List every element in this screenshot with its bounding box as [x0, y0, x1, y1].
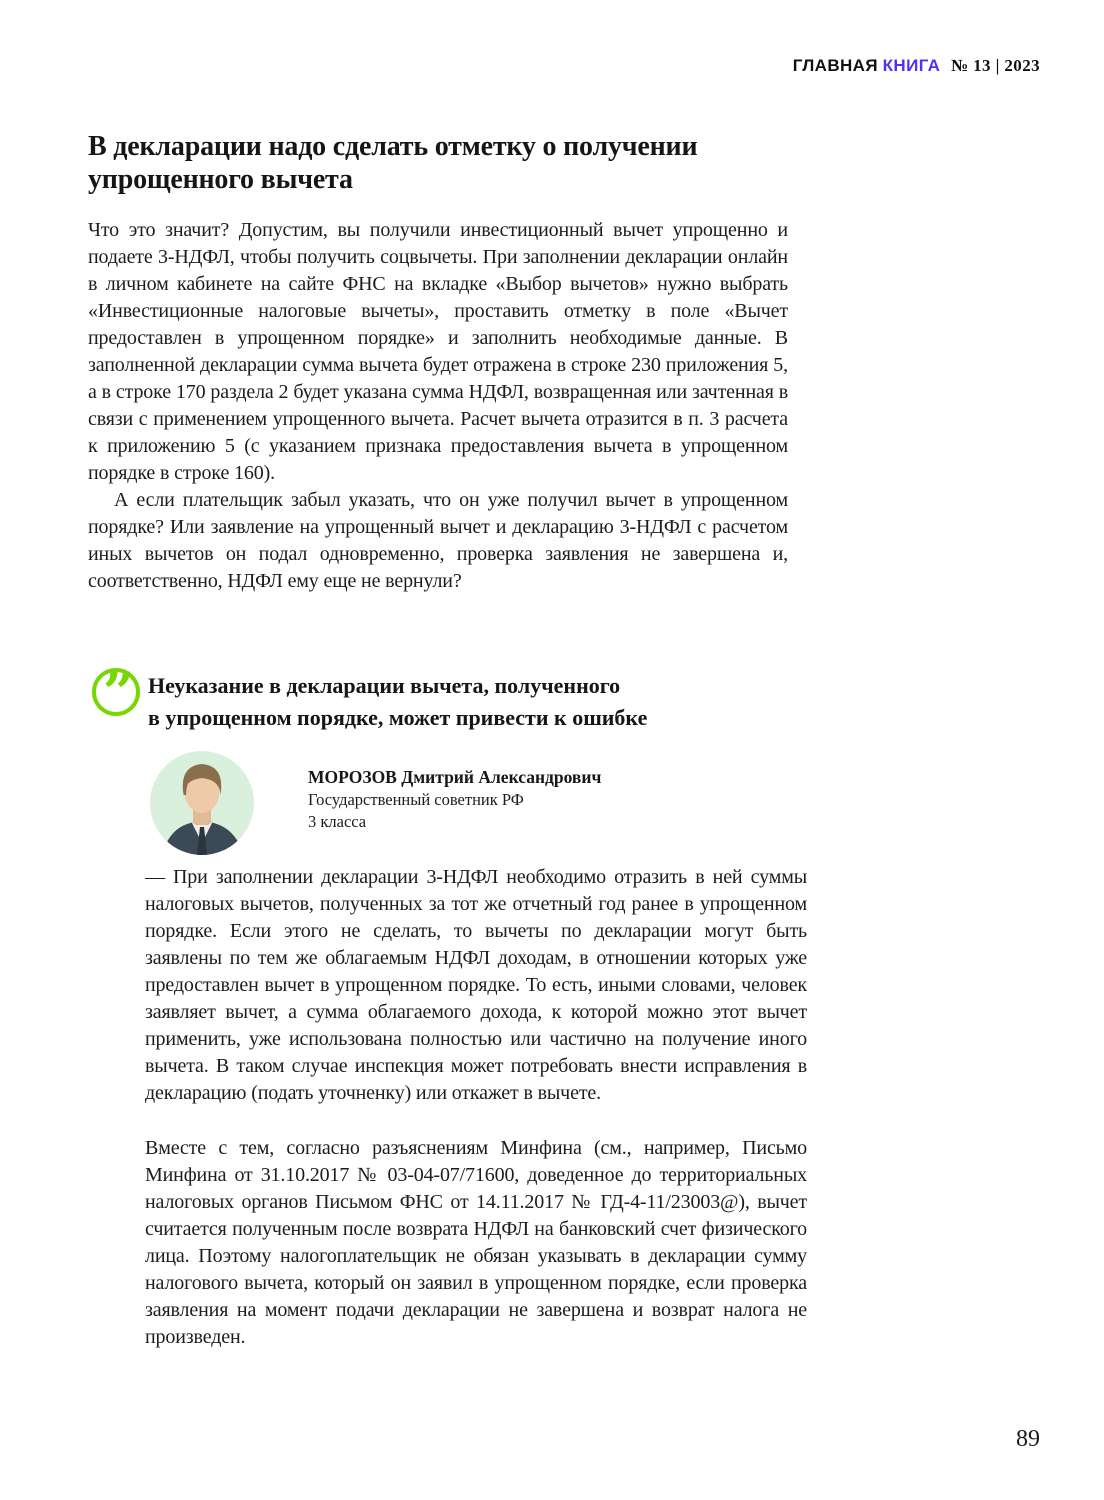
article-paragraph-1: Что это значит? Допустим, вы получили инвестиционный вычет упрощенно и подаете 3-НДФЛ, чтобы получить соцвычеты. При заполнении декларации онлайн в личном кабинете на сайте ФНС на вкладке «Выбор вычетов» нужно выбрать «Инвестиционные налоговые вычеты», проставить отметку в поле «Вычет предоставлен в упрощенном порядке» и заполнить необходимые данные. В заполненной декларации сумма вычета будет отражена в строке 230 приложения 5, а в строке 170 раздела 2 будет указана сумма НДФЛ, возвращенная или зачтенная в связи с применением упрощенного вычета. Расчет вычета отразится в п. 3 расчета к приложению 5 (с указанием признака предоставления вычета в упрощенном порядке в строке 160). [88, 219, 788, 484]
quote-paragraph-2: Вместе с тем, согласно разъяснениям Минфина (см., например, Письмо Минфина от 31.10.2017 № 03-04-07/71600, доведенное до территориальных налоговых органов Письмом ФНС от 14.11.2017 № ГД-4-11/23003@), вычет считается полученным после возврата НДФЛ на банковский счет физического лица. Поэтому налогоплательщик не обязан указывать в декларации сумму налогового вычета, который он заявил в упрощенном порядке, если проверка заявления на момент подачи декларации не завершена и возврат налога не произведен. [145, 1137, 807, 1348]
quote-icon [92, 660, 140, 724]
quote-paragraph-1: — При заполнении декларации 3-НДФЛ необходимо отразить в ней суммы налоговых вычетов, полученных за тот же отчетный год ранее в упрощенном порядке. Если этого не сделать, то вычеты по декларации могут быть заявлены по тем же облагаемым НДФЛ доходам, в отношении которых уже предоставлен вычет в упрощенном порядке. То есть, иными словами, человек заявляет вычет, а сумма облагаемого дохода, к которой можно этот вычет применить, уже использована полностью или частично на получение иного вычета. В таком случае инспекция может потребовать внести исправления в декларацию (подать уточненку) или откажет в вычете. [145, 866, 807, 1104]
pull-quote-heading-line-2: в упрощенном порядке, может привести к ошибке [148, 705, 648, 730]
article-title [88, 130, 788, 196]
quote-body [145, 864, 807, 1351]
expert-block [150, 751, 601, 855]
expert-name: МОРОЗОВ Дмитрий Александрович [308, 767, 602, 787]
article-title-line-1: В декларации надо сделать отметку о получении [88, 131, 698, 162]
article-body [88, 130, 788, 595]
magazine-name-black: ГЛАВНАЯ [792, 56, 878, 75]
article-paragraph-2: А если плательщик забыл указать, что он уже получил вычет в упрощенном порядке? Или заявление на упрощенный вычет и декларацию 3-НДФЛ с расчетом иных вычетов он подал одновременно, проверка заявления не завершена и, соответственно, НДФЛ ему еще не вернули? [88, 489, 788, 592]
expert-info [308, 751, 601, 855]
quote-glyph: ” [103, 660, 135, 724]
magazine-name-accent: КНИГА [882, 56, 941, 75]
pull-quote-heading [148, 670, 647, 734]
page-number: 89 [1016, 1426, 1040, 1452]
pull-quote-heading-line-1: Неуказание в декларации вычета, полученного [148, 673, 621, 698]
expert-rank-line-2: 3 класса [308, 812, 367, 831]
article-title-line-2: упрощенного вычета [88, 164, 353, 195]
expert-rank-line-1: Государственный советник РФ [308, 790, 524, 809]
issue-number: № 13 | 2023 [951, 56, 1040, 75]
expert-photo [150, 751, 254, 855]
magazine-header [793, 56, 1040, 76]
